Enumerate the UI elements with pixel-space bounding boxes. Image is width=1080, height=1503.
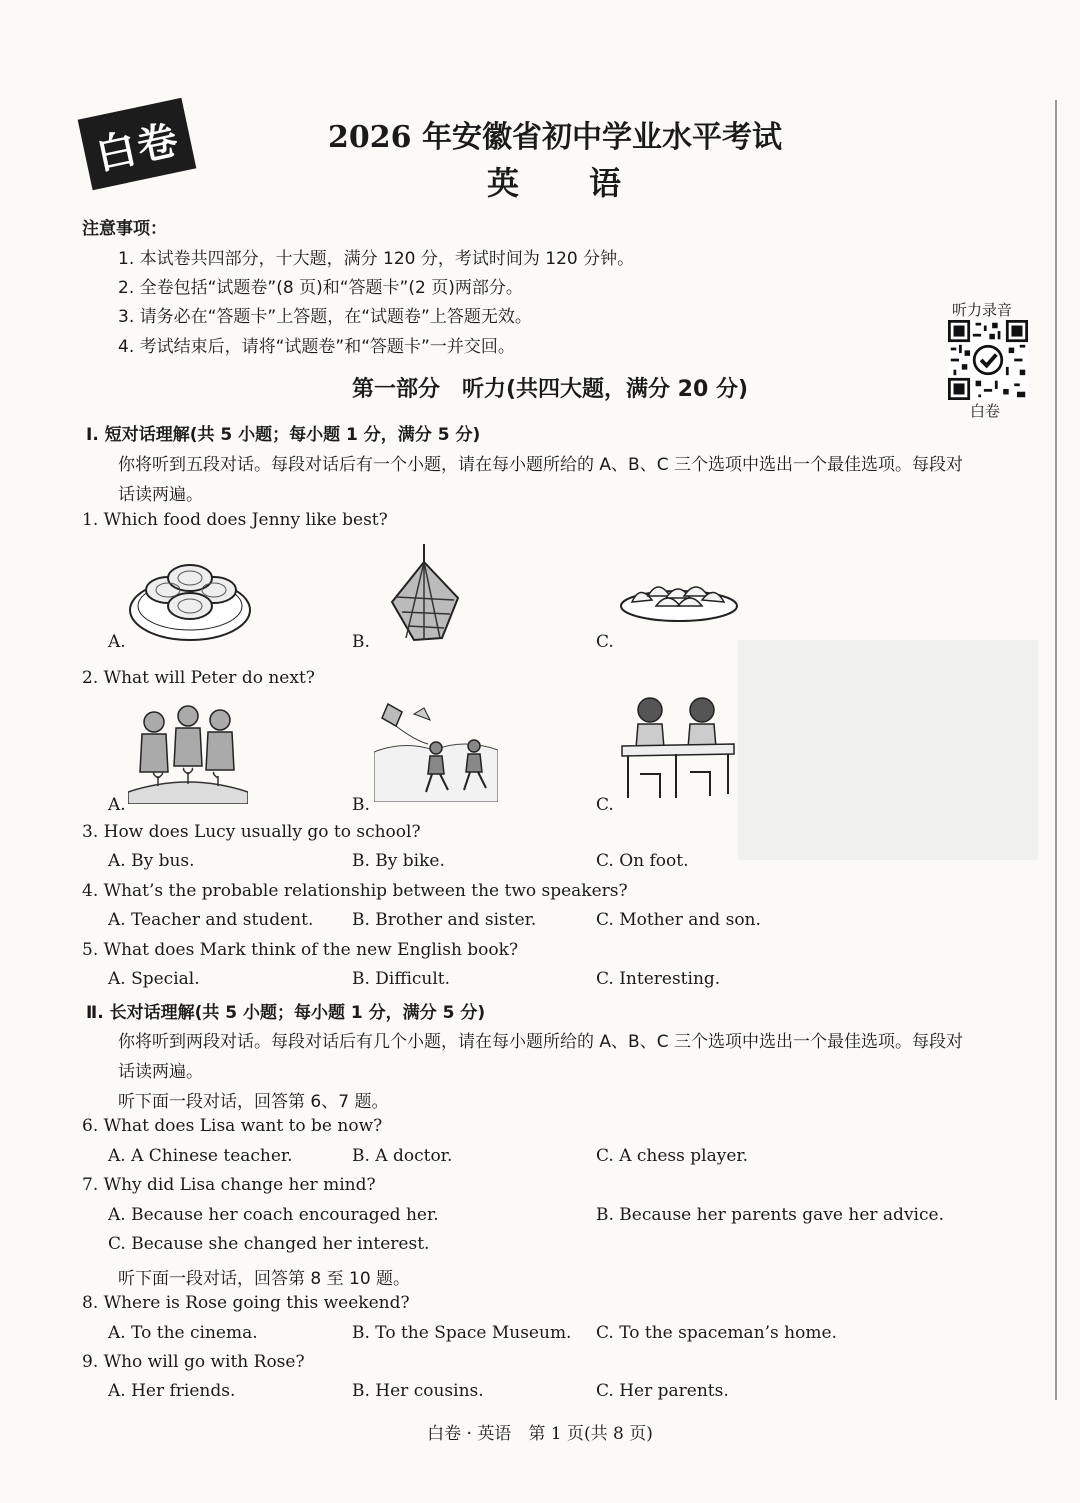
option-text: C. A chess player. [596,1146,749,1166]
option-text: B. A doctor. [352,1146,453,1166]
planting-trees-icon [128,702,248,804]
option-text: A. To the cinema. [108,1323,258,1343]
option-text: A. By bus. [108,851,195,871]
notice-item: 2. 全卷包括“试题卷”(8 页)和“答题卡”(2 页)两部分。 [118,278,523,298]
option-text: B. Brother and sister. [352,910,537,930]
question-stem: 5. What does Mark think of the new English book? [82,940,519,960]
option-label: C. [596,795,614,815]
option-text: B. Difficult. [352,969,451,989]
paper-badge: 白卷 [78,98,197,190]
mooncakes-icon [128,548,253,643]
option-text: C. Her parents. [596,1381,729,1401]
question-stem: 4. What’s the probable relationship between the two speakers? [82,881,628,901]
notice-item: 1. 本试卷共四部分，十大题，满分 120 分，考试时间为 120 分钟。 [118,249,635,269]
option-label: A. [108,632,126,652]
section-heading: Ⅱ. 长对话理解(共 5 小题；每小题 1 分，满分 5 分) [86,1003,486,1023]
question-stem: 3. How does Lucy usually go to school? [82,822,421,842]
option-text: B. Because her parents gave her advice. [596,1205,944,1225]
students-at-desks-icon [620,694,736,804]
option-text: B. To the Space Museum. [352,1323,572,1343]
option-text: A. Teacher and student. [108,910,314,930]
page-edge-rule [1055,100,1057,1400]
part-title: 第一部分 听力(共四大题，满分 20 分) [351,377,749,402]
exam-title: 2026 年安徽省初中学业水平考试 [328,120,782,155]
option-text: C. Interesting. [596,969,721,989]
section-instruction: 话读两遍。 [118,1062,203,1082]
question-stem: 2. What will Peter do next? [82,668,315,688]
question-stem: 9. Who will go with Rose? [82,1352,305,1372]
question-stem: 6. What does Lisa want to be now? [82,1116,383,1136]
notice-item: 3. 请务必在“答题卡”上答题，在“试题卷”上答题无效。 [118,307,532,327]
option-text: B. By bike. [352,851,445,871]
listen-instruction: 听下面一段对话，回答第 6、7 题。 [118,1092,389,1112]
option-text: C. Mother and son. [596,910,761,930]
qr-bottom-label: 白卷 [970,402,1001,420]
question-stem: 7. Why did Lisa change her mind? [82,1175,376,1195]
option-label: B. [352,795,370,815]
notice-heading: 注意事项： [82,219,167,239]
option-label: C. [596,632,614,652]
question-stem: 1. Which food does Jenny like best? [82,510,388,530]
notice-item: 4. 考试结束后，请将“试题卷”和“答题卡”一并交回。 [118,337,515,357]
zongzi-icon [384,542,464,647]
section-heading: Ⅰ. 短对话理解(共 5 小题；每小题 1 分，满分 5 分) [86,425,481,445]
exam-subject: 英 语 [486,164,623,202]
page-footer: 白卷 · 英语 第 1 页(共 8 页) [427,1424,653,1444]
option-text: C. On foot. [596,851,689,871]
option-label: A. [108,795,126,815]
listen-instruction: 听下面一段对话，回答第 8 至 10 题。 [118,1269,411,1289]
option-text: B. Her cousins. [352,1381,484,1401]
option-text: A. A Chinese teacher. [108,1146,293,1166]
section-instruction: 话读两遍。 [118,485,203,505]
option-text: A. Her friends. [108,1381,236,1401]
background-watermark [738,640,1038,860]
option-text: A. Because her coach encouraged her. [108,1205,439,1225]
dumplings-icon [618,572,740,624]
flying-kite-icon [374,700,498,802]
question-stem: 8. Where is Rose going this weekend? [82,1293,410,1313]
section-instruction: 你将听到两段对话。每段对话后有几个小题，请在每小题所给的 A、B、C 三个选项中选出一个最佳选项。每段对 [118,1032,963,1052]
qr-top-label: 听力录音 [952,301,1013,319]
option-text: C. Because she changed her interest. [108,1234,430,1254]
section-instruction: 你将听到五段对话。每段对话后有一个小题，请在每小题所给的 A、B、C 三个选项中选出一个最佳选项。每段对 [118,455,963,475]
option-label: B. [352,632,370,652]
option-text: C. To the spaceman’s home. [596,1323,837,1343]
option-text: A. Special. [108,969,200,989]
